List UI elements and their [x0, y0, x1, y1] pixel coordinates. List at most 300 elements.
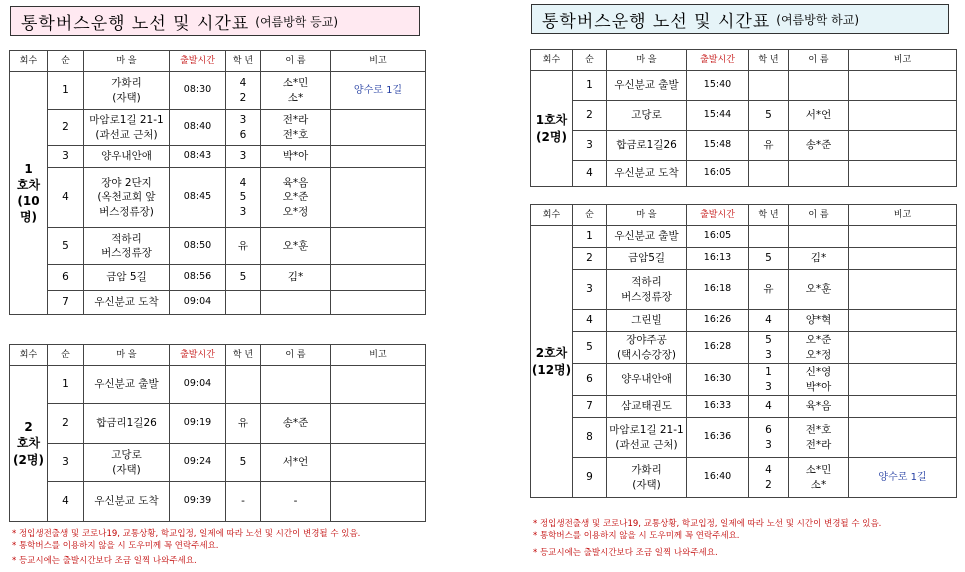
column-header: 출발시간 [687, 205, 749, 226]
grade-cell-line: 5 [239, 271, 247, 284]
name-cell [789, 418, 849, 458]
note-cell [331, 110, 426, 146]
note-cell [331, 146, 426, 168]
name-cell-line: 김* [810, 252, 827, 265]
grade-cell-line: 4 [765, 314, 772, 327]
seq-cell: 5 [573, 332, 607, 364]
village-cell-line: 금암 5길 [106, 271, 147, 284]
village-cell-line: (자택) [112, 91, 141, 104]
seq-cell: 2 [573, 248, 607, 270]
note-cell [849, 226, 957, 248]
grade-cell [749, 161, 789, 187]
village-cell-line: 고당로 [631, 109, 662, 122]
notes-afternoon [533, 518, 881, 559]
name-cell [261, 168, 331, 228]
column-header: 이 름 [789, 205, 849, 226]
grade-cell-line: 2 [239, 91, 247, 104]
header-row [10, 51, 426, 72]
name-cell [789, 161, 849, 187]
time-cell: 09:04 [170, 291, 226, 315]
village-cell-line: 버스정류장 [621, 290, 672, 303]
village-cell [607, 418, 687, 458]
table-row [531, 71, 957, 101]
village-cell-line: 양우내안애 [101, 150, 152, 163]
seq-cell: 3 [48, 146, 84, 168]
village-cell [84, 110, 170, 146]
note-cell [331, 404, 426, 444]
column-header: 출발시간 [687, 50, 749, 71]
village-cell-line: 버스정류장 [101, 247, 152, 259]
grade-cell-line: 유 [237, 417, 249, 430]
village-cell-line: (택시승강장) [617, 348, 676, 361]
grade-cell [226, 146, 261, 168]
grade-cell-line: 3 [239, 114, 247, 127]
seq-cell: 2 [48, 404, 84, 444]
grade-cell-line: 4 [765, 464, 772, 477]
village-cell-line: 우신분교 도착 [94, 495, 159, 508]
note-cell [331, 444, 426, 482]
seq-cell: 9 [573, 458, 607, 498]
table-row [531, 458, 957, 498]
grade-cell-line: 3 [765, 348, 772, 361]
grade-cell [749, 248, 789, 270]
name-cell [261, 366, 331, 404]
seq-cell: 6 [48, 265, 84, 291]
grade-cell-line: 4 [239, 177, 247, 190]
note-cell [331, 228, 426, 265]
village-cell-line: 우신분교 도착 [94, 296, 159, 309]
table-row [10, 168, 426, 228]
note-line: * 등교시에는 출발시간보다 조금 일찍 나와주세요. [12, 555, 197, 566]
column-header: 이 름 [789, 50, 849, 71]
seq-cell: 4 [573, 161, 607, 187]
name-cell [261, 265, 331, 291]
name-cell-line: 송*준 [805, 139, 832, 152]
table-row [10, 444, 426, 482]
village-cell [607, 396, 687, 418]
table-row [531, 364, 957, 396]
column-header: 이 름 [261, 345, 331, 366]
grade-cell-line: 5 [239, 191, 247, 204]
village-cell-line: 가화리 [111, 77, 142, 90]
grade-cell [749, 226, 789, 248]
column-header: 출발시간 [170, 51, 226, 72]
time-cell: 08:45 [170, 168, 226, 228]
bus1-morning-table [9, 50, 426, 315]
name-cell [261, 291, 331, 315]
name-cell-line: 소*민 [282, 77, 309, 90]
seq-cell: 3 [573, 131, 607, 161]
time-cell: 09:19 [170, 404, 226, 444]
table-row [531, 310, 957, 332]
village-cell [607, 226, 687, 248]
column-header: 이 름 [261, 51, 331, 72]
seq-cell: 7 [48, 291, 84, 315]
column-header: 순 [48, 51, 84, 72]
grade-cell-line: 2 [765, 478, 772, 491]
grade-cell [749, 418, 789, 458]
notes-morning [12, 528, 360, 567]
village-cell-line: 장야주공 [626, 334, 667, 347]
grade-cell [749, 101, 789, 131]
time-cell: 16:05 [687, 226, 749, 248]
village-cell-line: 우신분교 출발 [614, 230, 679, 243]
note-cell [331, 168, 426, 228]
column-header: 마 을 [84, 345, 170, 366]
note-cell [331, 482, 426, 522]
note-cell: 양수로 1길 [849, 458, 957, 498]
bus-label-line: 호차 [16, 177, 41, 192]
name-cell-line: 서*언 [805, 109, 832, 122]
grade-cell-line: 6 [239, 128, 247, 141]
name-cell [789, 131, 849, 161]
time-cell: 16:28 [687, 332, 749, 364]
column-header: 마 을 [607, 50, 687, 71]
name-cell-line: - [293, 495, 298, 508]
village-cell-line: 고당로 [111, 449, 142, 462]
grade-cell [749, 270, 789, 310]
seq-cell: 1 [48, 72, 84, 110]
grade-cell [749, 310, 789, 332]
village-cell [84, 482, 170, 522]
bus2-morning-table [9, 344, 426, 522]
time-cell: 08:50 [170, 228, 226, 265]
grade-cell-line: 5 [765, 109, 772, 122]
grade-cell [749, 332, 789, 364]
name-cell [789, 364, 849, 396]
bus-label [531, 226, 573, 498]
name-cell [261, 482, 331, 522]
column-header: 회수 [10, 51, 48, 72]
name-cell [261, 110, 331, 146]
grade-cell-line: 5 [239, 456, 247, 469]
time-cell: 16:33 [687, 396, 749, 418]
seq-cell: 4 [48, 168, 84, 228]
name-cell [261, 444, 331, 482]
note-cell [849, 364, 957, 396]
seq-cell: 6 [573, 364, 607, 396]
name-cell-line: 김* [287, 271, 304, 284]
seq-cell: 8 [573, 418, 607, 458]
name-cell [789, 101, 849, 131]
village-cell [607, 458, 687, 498]
name-cell [789, 248, 849, 270]
note-cell [849, 332, 957, 364]
bus-label [10, 72, 48, 315]
village-cell [84, 444, 170, 482]
note-cell [849, 131, 957, 161]
title-box-morning [10, 6, 420, 36]
table-row [531, 332, 957, 364]
column-header: 순 [573, 205, 607, 226]
grade-cell-line: 4 [765, 400, 772, 413]
village-cell-line: 합금로1길26 [616, 139, 677, 152]
header-row [10, 345, 426, 366]
table-row [531, 161, 957, 187]
grade-cell-line: 유 [237, 239, 249, 252]
village-cell-line: 마암로1길 21-1 [89, 114, 164, 127]
grade-cell-line: 3 [239, 205, 247, 218]
grade-cell [226, 168, 261, 228]
village-cell-line: 적하리 [111, 232, 142, 245]
table-row [10, 404, 426, 444]
note-line: * 통학버스를 이용하지 않을 시 도우미께 꼭 연락주세요. [12, 541, 219, 552]
column-header: 회수 [531, 205, 573, 226]
column-header: 학 년 [226, 51, 261, 72]
seq-cell: 1 [573, 226, 607, 248]
grade-cell-line: 1 [765, 366, 772, 379]
grade-cell-line: - [241, 495, 245, 508]
name-cell [789, 396, 849, 418]
column-header: 학 년 [749, 205, 789, 226]
note-cell [849, 71, 957, 101]
grade-cell-line: 유 [763, 283, 774, 296]
name-cell [789, 270, 849, 310]
village-cell [84, 72, 170, 110]
village-cell-line: 우신분교 출발 [94, 378, 159, 391]
name-cell [261, 228, 331, 265]
time-cell: 16:40 [687, 458, 749, 498]
village-cell [607, 248, 687, 270]
grade-cell-line: 3 [765, 380, 772, 393]
village-cell-line: 금암5길 [627, 252, 666, 265]
name-cell [261, 146, 331, 168]
village-cell-line: (자택) [112, 463, 141, 476]
seq-cell: 7 [573, 396, 607, 418]
grade-cell [749, 458, 789, 498]
name-cell [789, 71, 849, 101]
village-cell-line: 장야 2단지 [101, 177, 152, 190]
name-cell-line: 소*민 [805, 464, 832, 477]
grade-cell-line: 3 [239, 150, 247, 163]
grade-cell [226, 265, 261, 291]
grade-cell [226, 291, 261, 315]
bus-label-line: (12명) [531, 362, 572, 377]
village-cell [607, 71, 687, 101]
note-cell [849, 161, 957, 187]
note-line: * 정입생전출생 및 코로나19, 교통상황, 학교입정, 일제에 따라 노선 및 시간이 변경될 수 있음. [12, 529, 361, 539]
table-row [10, 228, 426, 265]
note-line: * 등교시에는 출발시간보다 조금 일찍 나와주세요. [533, 547, 718, 558]
village-cell-line: 우신분교 출발 [614, 79, 679, 92]
time-cell: 08:30 [170, 72, 226, 110]
name-cell-line: 신*영 [805, 366, 832, 379]
time-cell: 09:24 [170, 444, 226, 482]
name-cell-line: 박*아 [805, 380, 832, 393]
page-title: 통학버스운행 노선 및 시간표 [542, 11, 771, 32]
time-cell: 16:30 [687, 364, 749, 396]
grade-cell-line: 유 [763, 139, 774, 152]
name-cell-line: 박*아 [282, 150, 309, 163]
grade-cell [749, 71, 789, 101]
note-cell [849, 248, 957, 270]
time-cell: 16:36 [687, 418, 749, 458]
name-cell-line: 오*훈 [282, 239, 309, 252]
time-cell: 08:43 [170, 146, 226, 168]
name-cell-line: 소* [287, 91, 304, 104]
table-row [10, 291, 426, 315]
bus-label-line: 1호차 [535, 113, 568, 128]
note-cell: 양수로 1길 [331, 72, 426, 110]
village-cell [84, 228, 170, 265]
column-header: 마 을 [84, 51, 170, 72]
time-cell: 15:40 [687, 71, 749, 101]
note-cell [849, 396, 957, 418]
village-cell [607, 364, 687, 396]
column-header: 회수 [531, 50, 573, 71]
grade-cell [226, 110, 261, 146]
header-row [531, 205, 957, 226]
seq-cell: 3 [573, 270, 607, 310]
grade-cell [226, 404, 261, 444]
time-cell: 15:44 [687, 101, 749, 131]
grade-cell [226, 228, 261, 265]
village-cell [607, 332, 687, 364]
title-box-afternoon [531, 4, 949, 34]
name-cell [789, 332, 849, 364]
table-row [10, 110, 426, 146]
bus-label-line: (2명) [536, 129, 567, 144]
grade-cell [226, 444, 261, 482]
grade-cell [226, 72, 261, 110]
seq-cell: 3 [48, 444, 84, 482]
village-cell-line: 그린빌 [631, 314, 662, 327]
village-cell-line: 합금리1길26 [96, 417, 157, 430]
time-cell: 16:18 [687, 270, 749, 310]
village-cell [84, 168, 170, 228]
grade-cell-line: 6 [765, 424, 772, 437]
village-cell-line: 버스정류장) [99, 205, 154, 218]
name-cell-line: 오*정 [805, 348, 832, 361]
village-cell-line: 가화리 [631, 464, 662, 477]
page-subtitle: (여름방학 등교) [255, 14, 339, 29]
grade-cell-line: 5 [765, 252, 772, 265]
name-cell-line: 전*라 [282, 114, 309, 127]
name-cell [789, 310, 849, 332]
name-cell [261, 72, 331, 110]
header-row [531, 50, 957, 71]
note-cell [331, 265, 426, 291]
name-cell [789, 458, 849, 498]
table-row [531, 248, 957, 270]
note-line: * 정입생전출생 및 코로나19, 교통상황, 학교입정, 일제에 따라 노선 및 시간이 변경될 수 있음. [533, 519, 882, 529]
village-cell [84, 291, 170, 315]
column-header: 순 [573, 50, 607, 71]
time-cell: 09:04 [170, 366, 226, 404]
bus-label [10, 366, 48, 522]
seq-cell: 1 [573, 71, 607, 101]
grade-cell [749, 396, 789, 418]
name-cell-line: 서*언 [282, 456, 309, 469]
table-row [531, 270, 957, 310]
village-cell [607, 131, 687, 161]
bus-label-line: 2호차 [535, 346, 568, 361]
bus-label-line: (2명) [13, 452, 44, 467]
note-cell [331, 291, 426, 315]
seq-cell: 4 [573, 310, 607, 332]
table-row [531, 396, 957, 418]
column-header: 비고 [331, 345, 426, 366]
village-cell-line: 삼교태권도 [621, 400, 672, 413]
note-cell [331, 366, 426, 404]
column-header: 학 년 [226, 345, 261, 366]
bus2-afternoon-table [530, 204, 957, 498]
village-cell-line: (자택) [632, 478, 661, 491]
note-cell [849, 270, 957, 310]
seq-cell: 1 [48, 366, 84, 404]
column-header: 비고 [849, 205, 957, 226]
name-cell-line: 오*훈 [805, 283, 832, 296]
grade-cell-line: 3 [765, 438, 772, 451]
table-row [531, 131, 957, 161]
table-row [531, 226, 957, 248]
village-cell [607, 101, 687, 131]
note-cell [849, 310, 957, 332]
page-title: 통학버스운행 노선 및 시간표 [21, 13, 250, 34]
bus1-afternoon-table [530, 49, 957, 187]
table-row [10, 72, 426, 110]
note-cell [849, 101, 957, 131]
column-header: 비고 [331, 51, 426, 72]
village-cell-line: (과선교 근처) [615, 438, 678, 451]
time-cell: 16:26 [687, 310, 749, 332]
village-cell [607, 161, 687, 187]
page-subtitle: (여름방학 하교) [776, 12, 860, 27]
grade-cell [226, 482, 261, 522]
table-row [10, 146, 426, 168]
name-cell [789, 226, 849, 248]
column-header: 출발시간 [170, 345, 226, 366]
village-cell [84, 366, 170, 404]
time-cell: 15:48 [687, 131, 749, 161]
seq-cell: 4 [48, 482, 84, 522]
bus-label-line: 2 [24, 420, 33, 435]
column-header: 회수 [10, 345, 48, 366]
name-cell-line: 육*음 [805, 400, 832, 413]
seq-cell: 5 [48, 228, 84, 265]
note-cell [849, 418, 957, 458]
name-cell-line: 전*호 [805, 424, 832, 437]
village-cell [84, 265, 170, 291]
name-cell-line: 오*준 [805, 334, 832, 347]
bus-label [531, 71, 573, 187]
name-cell-line: 양*혁 [805, 314, 832, 327]
name-cell-line: 소* [810, 478, 827, 491]
village-cell-line: (과선교 근처) [95, 128, 158, 141]
grade-cell-line: 4 [239, 77, 247, 90]
column-header: 마 을 [607, 205, 687, 226]
village-cell-line: 우신분교 도착 [614, 167, 679, 180]
name-cell-line: 송*준 [282, 417, 309, 430]
grade-cell-line: 5 [765, 334, 772, 347]
name-cell-line: 전*호 [282, 128, 309, 141]
name-cell-line: 오*정 [282, 205, 309, 218]
column-header: 순 [48, 345, 84, 366]
bus-label-line: (10명) [17, 194, 40, 225]
village-cell [607, 310, 687, 332]
table-row [531, 418, 957, 458]
grade-cell [749, 131, 789, 161]
grade-cell [226, 366, 261, 404]
name-cell-line: 전*라 [805, 438, 832, 451]
table-row [531, 101, 957, 131]
time-cell: 08:40 [170, 110, 226, 146]
table-row [10, 366, 426, 404]
time-cell: 16:13 [687, 248, 749, 270]
column-header: 비고 [849, 50, 957, 71]
village-cell-line: 마암로1길 21-1 [609, 424, 684, 437]
note-line: * 통학버스를 이용하지 않을 시 도우미께 꼭 연락주세요. [533, 531, 740, 542]
